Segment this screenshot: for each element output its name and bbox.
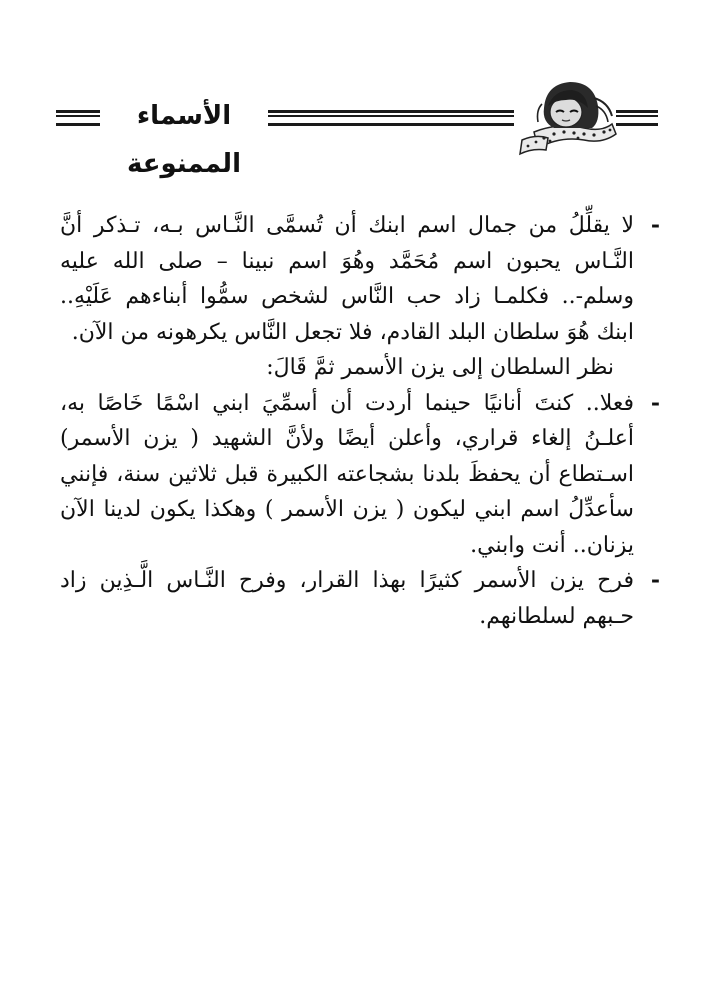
header-rule-right [616,110,658,126]
paragraph-1 [60,208,660,350]
dash-bullet: - [650,567,660,593]
story-text [60,208,660,634]
paragraph-2 [60,350,660,386]
dash-bullet: - [650,212,660,238]
paragraph-text: فرح يزن الأسمر كثيرًا بهذا القرار، وفرح النَّـاس الَّـذِين زاد حـبهم لسلطانهم. [60,568,634,629]
paragraph-text: نظر السلطان إلى يزن الأسمر ثمَّ قَالَ: [266,355,614,380]
chapter-title: الأسماء الممنوعة [127,101,241,179]
paragraph-3 [60,386,660,564]
dash-bullet: - [650,389,660,416]
chapter-header [56,78,658,179]
header-rule-middle [268,110,514,126]
paragraph-text: فعلا.. كنتَ أنانيًا حينما أردت أن أسمِّيَ ابني اسْمًا خَاصًا به، أعلـنُ إلغاء قراري، وأعلن أيضًا ولأنَّ الشهيد ( يزن الأسمر) اسـتطاع أن يحفظَ بلدنا بشجاعته الكبيرة قبل ثلاثين سنة، فإنني سأعدِّلُ اسم ابني ليكون ( يزن الأسمر ) وهكذا يكون لدينا الآن يزنان.. أنت وابني. [60,390,635,558]
paragraph-4 [60,563,660,634]
header-rule-left [56,110,100,126]
girl-mascot-illustration [514,78,618,158]
paragraph-text: لا يقلِّلُ من جمال اسم ابنك أن تُسمَّى النَّـاس بـه، تـذكر أنَّ النَّـاس يحبون اسم مُحَمَّد وهُوَ اسم نبينا – صلى الله عليه وسلم-.. فكلمـا زاد حب النَّاس لشخص سمُّوا أبناءهم عَلَيْهِ.. ابنك هُوَ سلطان البلد القادم، فلا تجعل النَّاس يكرهونه من الآن. [60,213,634,345]
